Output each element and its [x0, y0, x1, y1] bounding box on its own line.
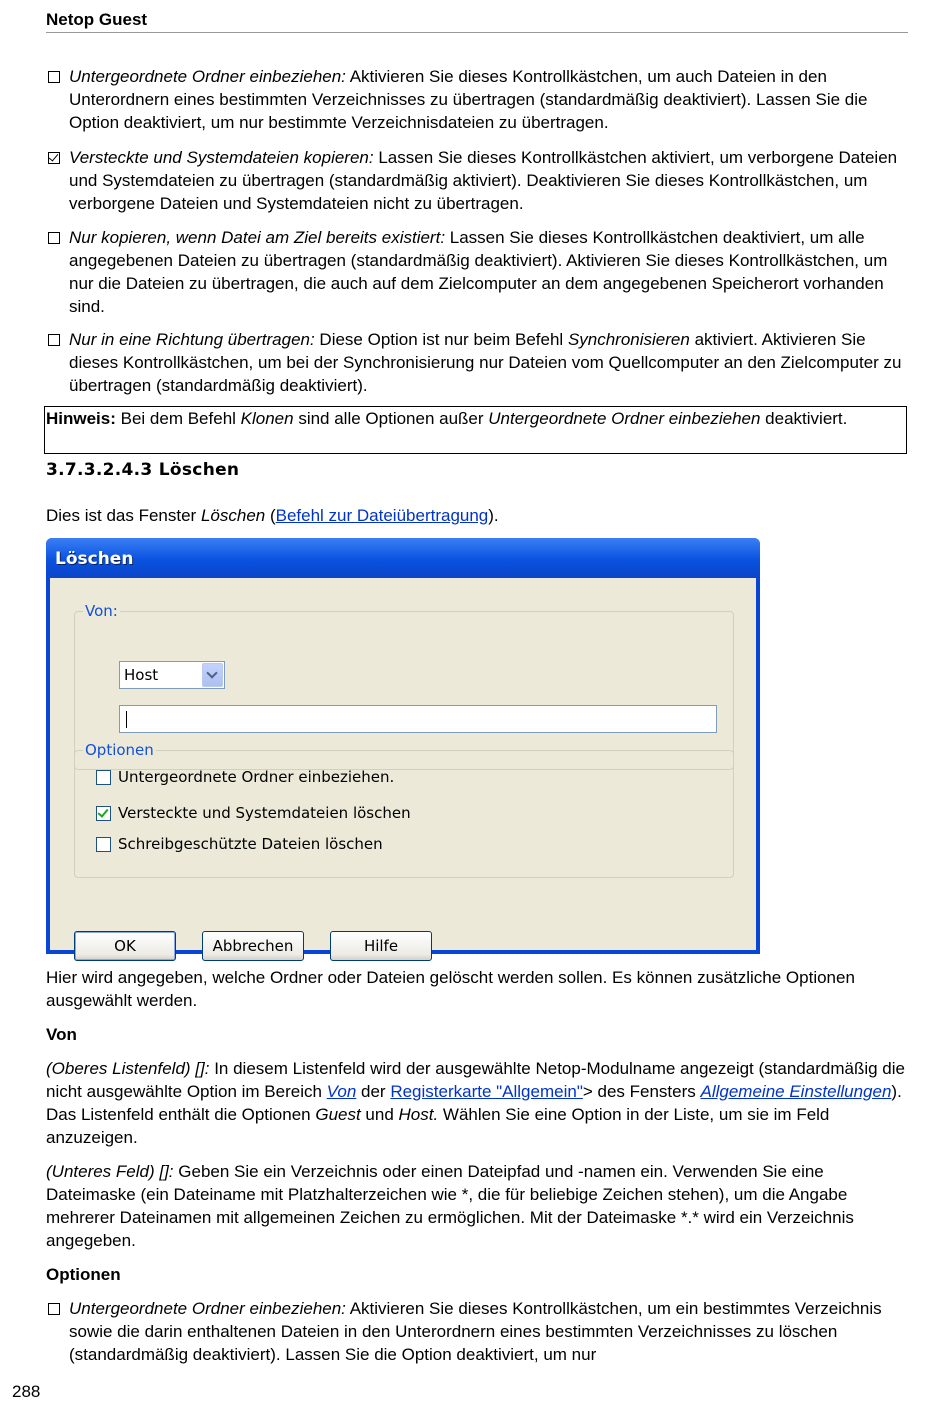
term: (Unteres Feld) []: — [46, 1162, 174, 1181]
hint-box — [44, 406, 907, 454]
checkbox-unchecked-icon — [48, 1303, 60, 1315]
option-label: Untergeordnete Ordner einbeziehen: — [69, 1299, 346, 1318]
option-text: Aktivieren Sie dieses Kontrollkästchen, um ein bestimmtes Verzeichnis sowie die darin enthaltenen Dateien in den Unterordnern eines bestimmten Verzeichnisses zu löschen (standardmäßig deaktiviert). Lassen Sie die Option deaktiviert, um nur — [69, 1299, 882, 1364]
para-text: und — [360, 1105, 399, 1124]
ok-button[interactable]: OK — [74, 931, 176, 961]
hint-emphasis: Untergeordnete Ordner einbeziehen — [488, 409, 761, 428]
hint-text: deaktiviert. — [760, 409, 848, 428]
para-text: Geben Sie ein Verzeichnis oder einen Dateipfad und -namen ein. Verwenden Sie eine Dateimaske (ein Dateiname mit Platzhalterzeichen wie *, die für beliebige Zeichen stehen), um die Angabe mehrerer Dateinamen mit allgemeinen Zeichen zu ermöglichen. Mit der Dateimaske *.* wird ein Verzeichnis angegeben. — [46, 1162, 854, 1250]
von-paragraph — [46, 1057, 914, 1149]
chevron-down-icon — [206, 667, 217, 678]
checkbox-unchecked-icon — [48, 334, 60, 346]
option-item — [46, 146, 914, 215]
checkbox-label: Versteckte und Systemdateien löschen — [118, 804, 411, 822]
intro-text: ( — [265, 506, 276, 525]
option-label: Nur kopieren, wenn Datei am Ziel bereits existiert: — [69, 228, 446, 247]
para-text: ). Das Listenfeld enthält die Optionen — [46, 1082, 902, 1124]
intro-text: Dies ist das Fenster — [46, 506, 201, 525]
option-text: aktiviert. Aktivieren Sie dieses Kontrollkästchen, um bei der Synchronisierung nur Dateien vom Quellcomputer an den Zielcomputer zu übertragen (standardmäßig deaktiviert). — [69, 330, 902, 395]
term: (Oberes Listenfeld) []: — [46, 1059, 210, 1078]
checkbox-label: Untergeordnete Ordner einbeziehen. — [118, 768, 395, 786]
para-text: > des Fensters — [582, 1082, 701, 1101]
intro-emphasis: Löschen — [200, 506, 266, 525]
page-number: 288 — [12, 1382, 41, 1401]
path-input[interactable] — [119, 705, 717, 733]
von-select[interactable] — [119, 661, 225, 689]
von-select-value: Host — [124, 666, 159, 684]
options-groupbox — [74, 741, 734, 878]
after-dialog-paragraph: Hier wird angegeben, welche Ordner oder Dateien gelöscht werden sollen. Es können zusätzliche Optionen ausgewählt werden. — [46, 968, 855, 1010]
para-text: der — [356, 1082, 391, 1101]
section-heading: 3.7.3.2.4.3 Löschen — [46, 460, 240, 480]
unteres-paragraph — [46, 1160, 914, 1252]
option-item — [46, 328, 914, 397]
para-text: In diesem Listenfeld wird der ausgewählte Netop-Modulname angezeigt (standardmäßig die nicht ausgewählte Option im Bereich — [46, 1059, 905, 1101]
checkbox-hidden-system-files[interactable] — [96, 806, 111, 821]
dialog-client-area — [50, 578, 756, 955]
checkbox-unchecked-icon — [48, 232, 60, 244]
options-legend: Optionen — [85, 741, 154, 759]
dialog-title: Löschen — [55, 549, 134, 569]
link-file-transfer-command[interactable]: Befehl zur Dateiübertragung — [275, 506, 489, 525]
text-caret — [126, 711, 127, 728]
von-legend: Von: — [85, 602, 118, 620]
page-header — [46, 10, 908, 33]
von-groupbox — [74, 602, 734, 770]
hint-label: Hinweis: — [46, 409, 116, 428]
option-text: Lassen Sie dieses Kontrollkästchen deaktiviert, um alle angegebenen Dateien zu übertragen (standardmäßig deaktiviert). Aktivieren Sie dieses Kontrollkästchen, um nur die Dateien zu übertragen, die auch auf dem Zielcomputer an dem angegebenen Speicherort vorhanden sind. — [69, 228, 888, 316]
dropdown-button[interactable] — [202, 663, 223, 687]
option-label: Nur in eine Richtung übertragen: — [69, 330, 315, 349]
option-item — [46, 1297, 914, 1366]
checkbox-readonly-files[interactable] — [96, 837, 111, 852]
hint-emphasis: Klonen — [240, 409, 294, 428]
link-general-settings[interactable]: Allgemeine Einstellungen — [700, 1082, 892, 1101]
hint-text: sind alle Optionen außer — [293, 409, 489, 428]
delete-dialog — [46, 538, 760, 954]
link-general-tab[interactable]: Registerkarte "Allgemein" — [390, 1082, 583, 1101]
option-item — [46, 226, 914, 318]
dialog-titlebar[interactable] — [46, 538, 760, 578]
option-text: Diese Option ist nur beim Befehl — [314, 330, 568, 349]
option-emphasis: Synchronisieren — [567, 330, 690, 349]
term: Guest — [315, 1105, 361, 1124]
option-label: Versteckte und Systemdateien kopieren: — [69, 148, 374, 167]
term: Host. — [398, 1105, 439, 1124]
option-label: Untergeordnete Ordner einbeziehen: — [69, 67, 346, 86]
checkbox-checked-icon — [48, 152, 60, 164]
link-von[interactable]: Von — [326, 1082, 357, 1101]
intro-text: ). — [488, 506, 499, 525]
para-text: Wählen Sie eine Option in der Liste, um sie im Feld anzuzeigen. — [46, 1105, 830, 1147]
header-title: Netop Guest — [46, 10, 148, 29]
checkbox-include-subfolders[interactable] — [96, 770, 111, 785]
option-item — [46, 65, 914, 134]
intro-paragraph — [46, 504, 914, 527]
optionen-heading: Optionen — [46, 1265, 121, 1284]
hint-text: Bei dem Befehl — [115, 409, 241, 428]
option-text: Lassen Sie dieses Kontrollkästchen aktiviert, um verborgene Dateien und Systemdateien zu übertragen (standardmäßig aktiviert). Deaktivieren Sie dieses Kontrollkästchen, um verborgene Dateien und Systemdateien nicht zu übertragen. — [69, 148, 898, 213]
checkbox-unchecked-icon — [48, 71, 60, 83]
checkbox-label: Schreibgeschützte Dateien löschen — [118, 835, 383, 853]
von-heading: Von — [46, 1025, 77, 1044]
cancel-button[interactable]: Abbrechen — [202, 931, 304, 961]
help-button[interactable]: Hilfe — [330, 931, 432, 961]
option-text: Aktivieren Sie dieses Kontrollkästchen, um auch Dateien in den Unterordnern eines bestimmten Verzeichnisses zu übertragen (standardmäßig deaktiviert). Lassen Sie die Option deaktiviert, um nur bestimmte Verzeichnisdateien zu übertragen. — [69, 67, 868, 132]
